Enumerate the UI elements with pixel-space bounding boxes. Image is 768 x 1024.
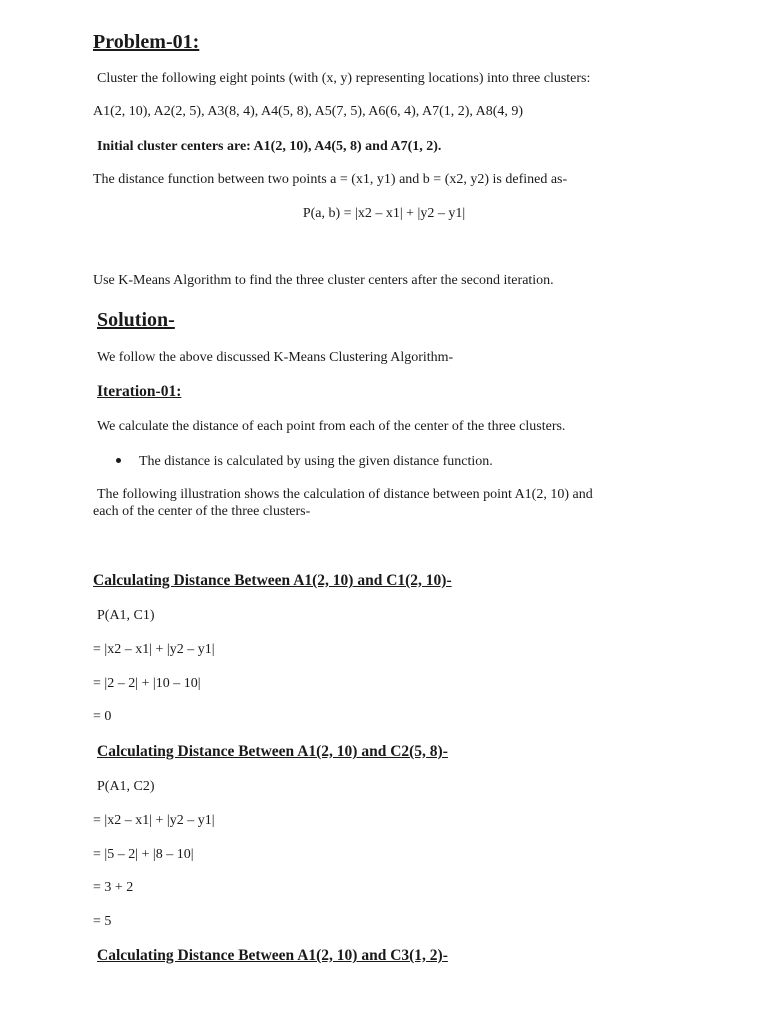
calc1-step2: = |2 – 2| + |10 – 10| bbox=[93, 676, 201, 691]
initial-centers: Initial cluster centers are: A1(2, 10), A4(5, 8) and A7(1, 2). bbox=[97, 139, 442, 154]
problem-heading: Problem-01: bbox=[93, 31, 200, 53]
iteration-heading: Iteration-01: bbox=[97, 383, 182, 400]
problem-intro: Cluster the following eight points (with (x, y) representing locations) into three clusters: bbox=[97, 71, 591, 86]
calc1-step1: = |x2 – x1| + |y2 – y1| bbox=[93, 642, 215, 657]
calc2-heading: Calculating Distance Between A1(2, 10) and C2(5, 8)- bbox=[97, 743, 448, 760]
calc3-heading: Calculating Distance Between A1(2, 10) and C3(1, 2)- bbox=[97, 947, 448, 964]
solution-heading: Solution- bbox=[97, 309, 175, 331]
illustration-line-1: The following illustration shows the calculation of distance between point A1(2, 10) and bbox=[97, 487, 593, 502]
iteration-intro: We calculate the distance of each point from each of the center of the three clusters. bbox=[97, 419, 566, 434]
calc1-label: P(A1, C1) bbox=[97, 608, 155, 623]
calc1-heading: Calculating Distance Between A1(2, 10) and C1(2, 10)- bbox=[93, 572, 452, 589]
calc2-label: P(A1, C2) bbox=[97, 779, 155, 794]
calc2-step3: = 3 + 2 bbox=[93, 880, 134, 895]
calc2-step2: = |5 – 2| + |8 – 10| bbox=[93, 847, 194, 862]
distance-intro: The distance function between two points a = (x1, y1) and b = (x2, y2) is defined as- bbox=[93, 172, 568, 187]
solution-intro: We follow the above discussed K-Means Clustering Algorithm- bbox=[97, 350, 454, 365]
calc2-step1: = |x2 – x1| + |y2 – y1| bbox=[93, 813, 215, 828]
bullet-icon bbox=[116, 458, 121, 463]
calc2-result: = 5 bbox=[93, 914, 112, 929]
calc1-result: = 0 bbox=[93, 709, 112, 724]
problem-points: A1(2, 10), A2(2, 5), A3(8, 4), A4(5, 8), A5(7, 5), A6(6, 4), A7(1, 2), A8(4, 9) bbox=[93, 104, 524, 119]
illustration-line-2: each of the center of the three clusters- bbox=[93, 504, 311, 519]
problem-task: Use K-Means Algorithm to find the three cluster centers after the second iteration. bbox=[93, 273, 554, 288]
distance-formula: P(a, b) = |x2 – x1| + |y2 – y1| bbox=[302, 206, 466, 221]
bullet-text: The distance is calculated by using the given distance function. bbox=[139, 454, 493, 469]
